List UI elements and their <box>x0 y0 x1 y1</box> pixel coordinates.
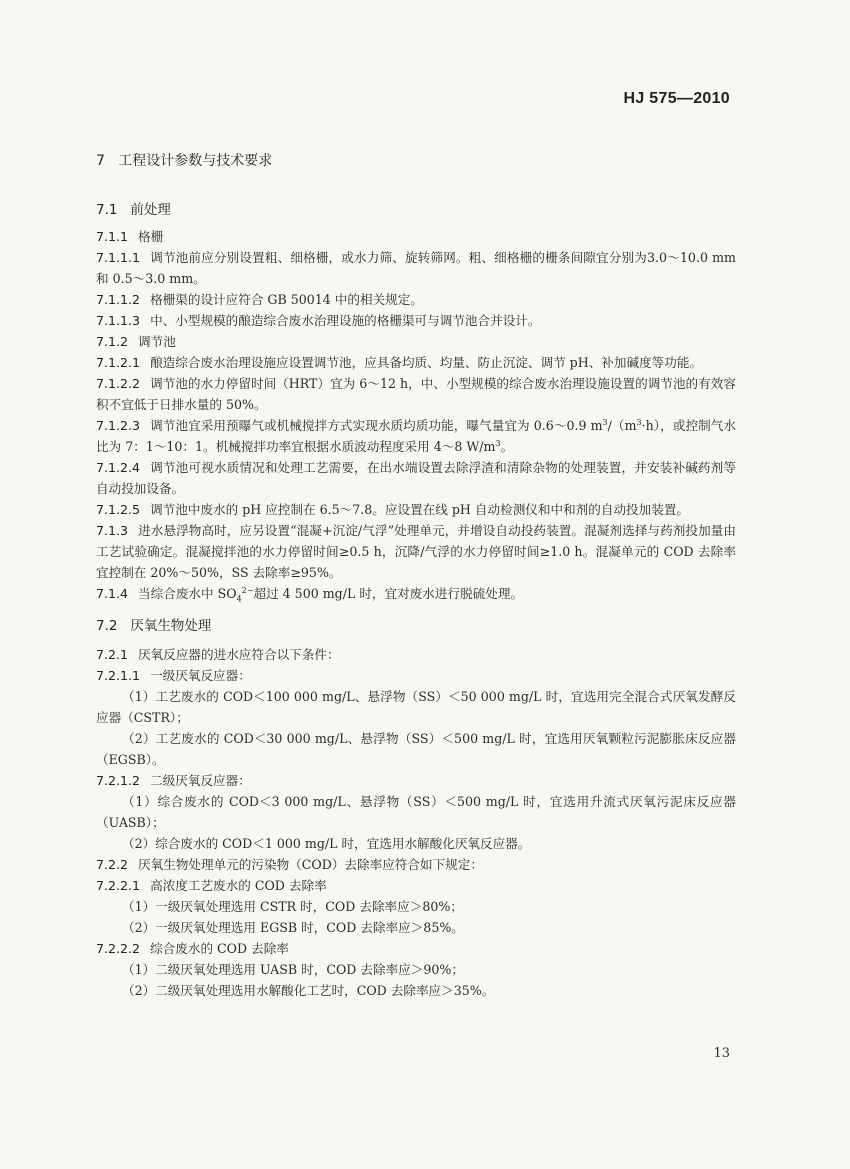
section-7-1-heading: 7.1 前处理 <box>96 202 171 218</box>
clause-number: 7.1.2.4 <box>96 460 141 475</box>
clause-text: 酿造综合废水治理设施应设置调节池，应具备均质、均量、防止沉淀、调节 pH、补加碱度等功能。 <box>150 355 703 370</box>
clause-7-2-1-1 <box>96 665 736 686</box>
clause-text: 中、小型规模的酿造综合废水治理设施的格栅渠可与调节池合并设计。 <box>150 313 541 328</box>
clause-text: 调节池的水力停留时间（HRT）宜为 6～12 h，中、小型规模的综合废水治理设施设置的调节池的有效容积不宜低于日排水量的 50%。 <box>96 376 736 412</box>
clause-7-1-2-4 <box>96 457 736 499</box>
clause-number: 7.2.1.1 <box>96 668 141 683</box>
superscript: 3 <box>495 438 501 448</box>
document-body <box>96 150 736 1001</box>
clause-text: 厌氧反应器的进水应符合以下条件： <box>138 647 340 662</box>
clause-number: 7.2.2 <box>96 857 129 872</box>
list-item: （2）综合废水的 COD＜1 000 mg/L 时，宜选用水解酸化厌氧反应器。 <box>122 836 531 851</box>
clause-number: 7.1.1 <box>96 229 129 244</box>
clause-title: 调节池 <box>138 334 176 349</box>
clause-7-1-2-2 <box>96 373 736 415</box>
list-item: （2）一级厌氧处理选用 EGSB 时，COD 去除率应＞85%。 <box>122 920 464 935</box>
clause-number: 7.1.1.3 <box>96 313 141 328</box>
clause-text: 二级厌氧反应器： <box>150 773 251 788</box>
clause-7-1-1-3 <box>96 310 736 331</box>
standard-code: HJ 575—2010 <box>623 90 730 107</box>
clause-7-2-2-2 <box>96 938 736 959</box>
clause-text: 进水悬浮物高时，应另设置“混凝+沉淀/气浮”处理单元，并增设自动投药装置。混凝剂选择与药剂投加量由工艺试验确定。混凝搅拌池的水力停留时间≥0.5 h，沉降/气浮的水力停留时间≥1.0 h。混凝单元的 COD 去除率宜控制在 20%～50%，SS 去除率≥95%。 <box>96 523 736 580</box>
clause-text: 调节池可视水质情况和处理工艺需要，在出水端设置去除浮渣和清除杂物的处理装置，并安装补碱药剂等自动投加设备。 <box>96 460 736 496</box>
clause-text-part: 调节池宜采用预曝气或机械搅拌方式实现水质均质功能，曝气量宜为 0.6～0.9 m <box>150 418 603 433</box>
clause-7-1-2 <box>96 331 736 352</box>
clause-7-2-1-2 <box>96 770 736 791</box>
clause-text: 调节池中废水的 pH 应控制在 6.5～7.8。应设置在线 pH 自动检测仪和中和剂的自动投加装置。 <box>150 502 690 517</box>
list-item: （1）综合废水的 COD＜3 000 mg/L、悬浮物（SS）＜500 mg/L 时，宜选用升流式厌氧污泥床反应器（UASB）； <box>96 794 736 830</box>
clause-title: 格栅 <box>138 229 164 244</box>
clause-text: 厌氧生物处理单元的污染物（COD）去除率应符合如下规定： <box>138 857 483 872</box>
superscript: 3 <box>636 417 642 427</box>
superscript: 3 <box>602 417 608 427</box>
clause-7-1-2-3 <box>96 415 736 457</box>
clause-text: 综合废水的 COD 去除率 <box>150 941 289 956</box>
clause-number: 7.1.2.5 <box>96 502 141 517</box>
clause-text-part: ·h），或控制气水比为 7：1～10：1。机械搅拌功率宜根据水质波动程度采用 4～8 W/m <box>96 418 736 454</box>
clause-7-1-1 <box>96 226 736 247</box>
page-number: 13 <box>713 1046 730 1061</box>
clause-text-part: 。 <box>500 439 514 454</box>
clause-7-1-4 <box>96 583 736 604</box>
clause-number: 7.1.4 <box>96 586 129 601</box>
clause-text: 高浓度工艺废水的 COD 去除率 <box>150 878 327 893</box>
clause-number: 7.1.3 <box>96 523 129 538</box>
clause-number: 7.1.1.2 <box>96 292 141 307</box>
clause-7-2-2 <box>96 854 736 875</box>
clause-text: 格栅渠的设计应符合 GB 50014 中的相关规定。 <box>150 292 423 307</box>
clause-7-1-1-1 <box>96 247 736 289</box>
clause-text-part: 当综合废水中 SO <box>138 586 237 601</box>
clause-text-part: /（m <box>607 418 637 433</box>
clause-7-1-2-1 <box>96 352 736 373</box>
clause-number: 7.1.1.1 <box>96 250 141 265</box>
clause-number: 7.2.1.2 <box>96 773 141 788</box>
clause-number: 7.2.1 <box>96 647 129 662</box>
clause-text: 调节池前应分别设置粗、细格栅，或水力筛、旋转筛网。粗、细格栅的栅条间隙宜分别为3.0～10.0 mm 和 0.5～3.0 mm。 <box>96 250 736 286</box>
clause-7-1-3 <box>96 520 736 583</box>
clause-text-part: 超过 4 500 mg/L 时，宜对废水进行脱硫处理。 <box>253 586 524 601</box>
section-7-2-heading: 7.2 厌氧生物处理 <box>96 618 212 634</box>
list-item: （2）二级厌氧处理选用水解酸化工艺时，COD 去除率应＞35%。 <box>122 983 495 998</box>
superscript: 2− <box>241 585 254 595</box>
clause-7-1-1-2 <box>96 289 736 310</box>
subscript: 4 <box>236 594 242 604</box>
clause-number: 7.2.2.2 <box>96 941 141 956</box>
list-item: （1）工艺废水的 COD＜100 000 mg/L、悬浮物（SS）＜50 000 mg/L 时，宜选用完全混合式厌氧发酵反应器（CSTR）； <box>96 689 736 725</box>
clause-7-2-1 <box>96 644 736 665</box>
section-7-heading: 7 工程设计参数与技术要求 <box>96 153 273 169</box>
list-item: （2）工艺废水的 COD＜30 000 mg/L、悬浮物（SS）＜500 mg/L 时，宜选用厌氧颗粒污泥膨胀床反应器（EGSB）。 <box>96 731 736 767</box>
clause-number: 7.1.2.2 <box>96 376 141 391</box>
clause-7-1-2-5 <box>96 499 736 520</box>
clause-number: 7.1.2 <box>96 334 129 349</box>
clause-number: 7.1.2.1 <box>96 355 141 370</box>
clause-number: 7.1.2.3 <box>96 418 141 433</box>
clause-text: 一级厌氧反应器： <box>150 668 251 683</box>
list-item: （1）一级厌氧处理选用 CSTR 时，COD 去除率应＞80%； <box>122 899 463 914</box>
clause-number: 7.2.2.1 <box>96 878 141 893</box>
list-item: （1）二级厌氧处理选用 UASB 时，COD 去除率应＞90%； <box>122 962 464 977</box>
clause-7-2-2-1 <box>96 875 736 896</box>
